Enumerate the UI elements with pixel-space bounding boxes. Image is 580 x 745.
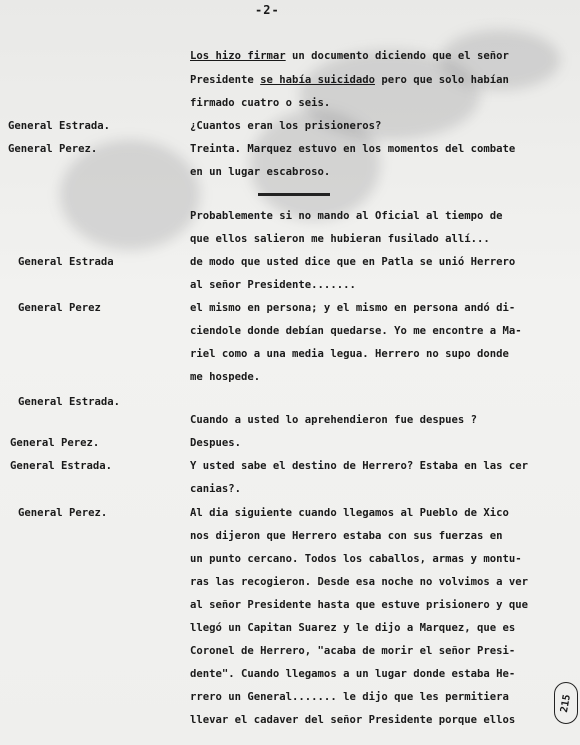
line-text: ciendole donde debían quedarse. Yo me encontre a Ma- <box>190 325 522 337</box>
text-line <box>0 668 580 690</box>
line-text: Treinta. Marquez estuvo en los momentos del combate <box>190 143 516 155</box>
text-line <box>0 279 580 301</box>
text-line <box>0 371 580 393</box>
folio-stamp <box>554 682 578 724</box>
underlined-text: Los hizo firmar <box>190 50 286 62</box>
text-line <box>0 50 580 72</box>
line-text: dente". Cuando llegamos a un lugar donde estaba He- <box>190 668 516 680</box>
page-number: -2- <box>255 3 280 17</box>
text-line <box>0 325 580 347</box>
text-line <box>0 256 580 278</box>
speaker-label: General Perez. <box>18 507 108 519</box>
text-line <box>0 530 580 552</box>
speaker-label: General Estrada. <box>18 396 121 408</box>
line-text: canias?. <box>190 483 242 495</box>
text-line <box>0 507 580 529</box>
text-line <box>0 348 580 370</box>
text-line <box>0 460 580 482</box>
text-line <box>0 143 580 165</box>
text-line <box>0 302 580 324</box>
text-line <box>0 622 580 644</box>
text-line <box>0 576 580 598</box>
line-text: Al dia siguiente cuando llegamos al Pueblo de Xico <box>190 507 509 519</box>
text-line <box>0 483 580 505</box>
text-fragment: pero que solo habían <box>374 74 509 86</box>
line-text: el mismo en persona; y el mismo en persona andó di- <box>190 302 516 314</box>
line-text: llevar el cadaver del señor Presidente porque ellos <box>190 714 516 726</box>
text-line <box>0 437 580 459</box>
text-fragment: Presidente <box>190 74 261 86</box>
text-line <box>0 233 580 255</box>
text-line <box>0 210 580 232</box>
underlined-text: se había suicidado <box>260 74 375 86</box>
text-line <box>0 691 580 713</box>
text-line <box>0 166 580 188</box>
speaker-label: General Estrada. <box>8 120 111 132</box>
section-divider <box>258 193 330 196</box>
line-text <box>190 74 509 86</box>
text-line <box>0 553 580 575</box>
folio-number: 215 <box>559 693 573 713</box>
line-text: firmado cuatro o seis. <box>190 97 331 109</box>
line-text: de modo que usted dice que en Patla se unió Herrero <box>190 256 516 268</box>
line-text: al señor Presidente....... <box>190 279 356 291</box>
line-text: en un lugar escabroso. <box>190 166 331 178</box>
text-line <box>0 599 580 621</box>
line-text: ras las recogieron. Desde esa noche no volvimos a ver <box>190 576 529 588</box>
speaker-label: General Estrada. <box>10 460 113 472</box>
line-text: ¿Cuantos eran los prisioneros? <box>190 120 382 132</box>
speaker-label: General Perez. <box>8 143 98 155</box>
line-text: que ellos salieron me hubieran fusilado allí... <box>190 233 490 245</box>
text-line <box>0 74 580 96</box>
line-text: un punto cercano. Todos los caballos, armas y montu- <box>190 553 522 565</box>
line-text: Probablemente si no mando al Oficial al tiempo de <box>190 210 503 222</box>
text-line <box>0 714 580 736</box>
text-line <box>0 97 580 119</box>
line-text: riel como a una media legua. Herrero no supo donde <box>190 348 509 360</box>
line-text <box>190 50 509 62</box>
text-line <box>0 414 580 436</box>
text-line <box>0 645 580 667</box>
line-text: me hospede. <box>190 371 261 383</box>
line-text: rrero un General....... le dijo que les permitiera <box>190 691 509 703</box>
speaker-label: General Estrada <box>18 256 114 268</box>
line-text: nos dijeron que Herrero estaba con sus fuerzas en <box>190 530 503 542</box>
line-text: Y usted sabe el destino de Herrero? Estaba en las cer <box>190 460 529 472</box>
speaker-label: General Perez <box>18 302 101 314</box>
text-fragment: un documento diciendo que el señor <box>285 50 509 62</box>
line-text: Cuando a usted lo aprehendieron fue despues ? <box>190 414 478 426</box>
line-text: al señor Presidente hasta que estuve prisionero y que <box>190 599 529 611</box>
speaker-label: General Perez. <box>10 437 100 449</box>
line-text: Despues. <box>190 437 242 449</box>
text-line <box>0 120 580 142</box>
line-text: Coronel de Herrero, "acaba de morir el señor Presi- <box>190 645 516 657</box>
line-text: llegó un Capitan Suarez y le dijo a Marquez, que es <box>190 622 516 634</box>
